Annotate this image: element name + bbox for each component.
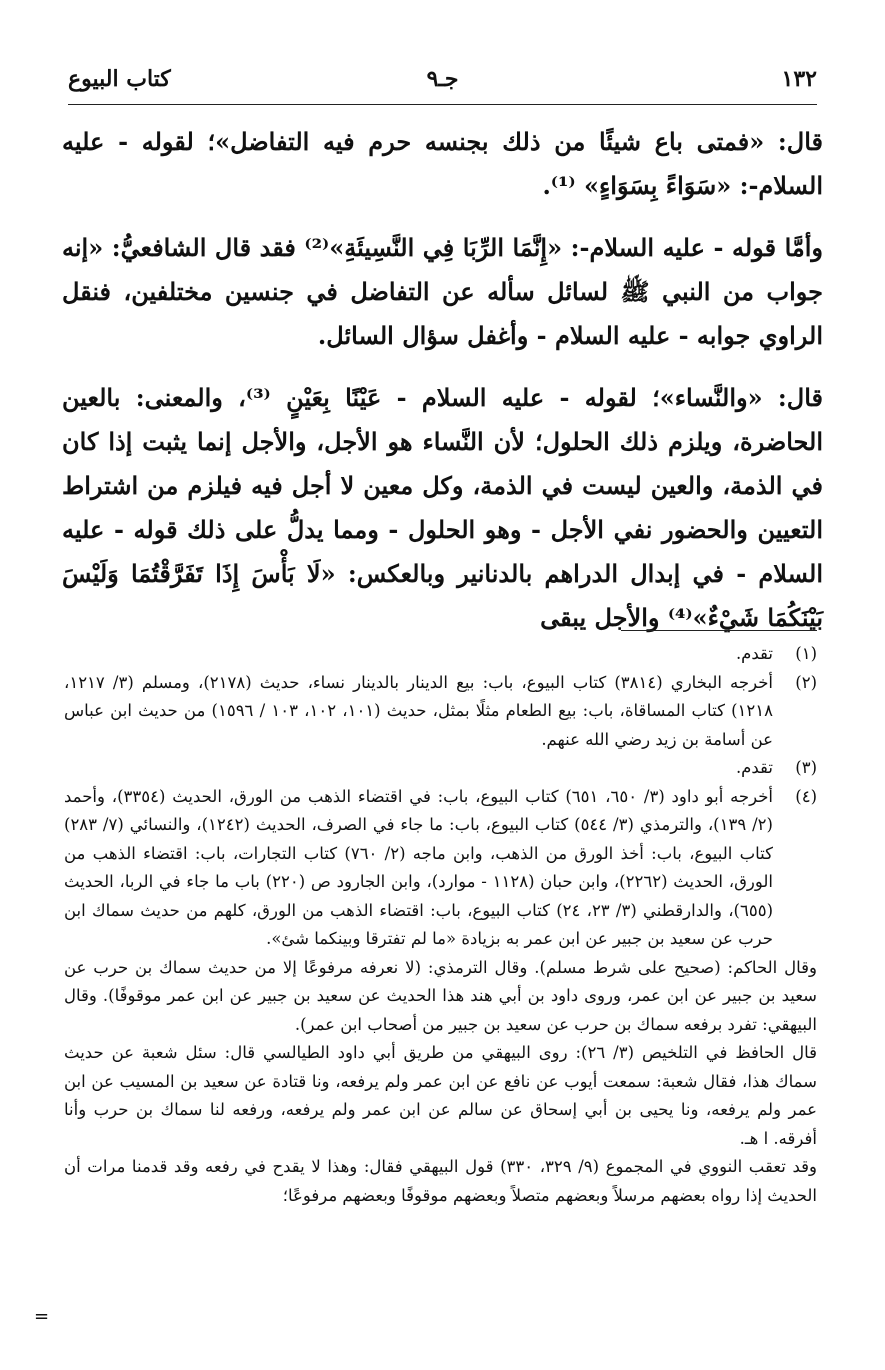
footnote-text: أخرجه أبو داود (٣/ ٦٥٠، ٦٥١) كتاب البيوع، باب: في اقتضاء الذهب من الورق، الحديث (٣٣٥٤)، وأحمد (٢/ ١٣٩)، والترمذي (٣/ ٥٤٤) كتاب البيوع، باب: ما جاء في الصرف، الحديث (١٢٤٢)، والنسائي (٧/ ٢٨٣) كتاب البيوع، باب: أخذ الورق من الذهب، وابن ماجه (٢/ ٧٦٠) كتاب التجارات، باب: اقتضاء الذهب من الورق، الحديث (٢٢٦٢)، وابن حبان (١١٢٨ - موارد)، وابن الجارود ص (٢٢٠) باب ما جاء في الربا، الحديث (٦٥٥)، والدارقطني (٣/ ٢٣، ٢٤) كتاب البيوع، باب: اقتضاء الذهب من الورق، كلهم من حديث سماك ابن حرب عن سعيد بن جبير عن ابن عمر به بزيادة «ما لم تفترقا وبينكما شئ». (64, 786, 774, 948)
footnote-text: أخرجه البخاري (٣٨١٤) كتاب البيوع، باب: بيع الدينار بالدينار نساء، حديث (٢١٧٨)، ومسلم (٣/ ١٢١٧، ١٢١٨) كتاب المساقاة، باب: بيع الطعام مثلًا بمثل، حديث (١٠١، ١٠٢، ١٠٣ / ١٥٩٦) من حديث ابن عباس عن أسامة بن زيد رضي الله عنهم. (64, 672, 773, 749)
footnote-number: (٣) (795, 758, 817, 777)
footnote-rule (621, 630, 817, 631)
footnote (64, 783, 817, 954)
page-number: ١٣٢ (781, 66, 817, 92)
footnote-number: (٢) (795, 672, 817, 692)
footnotes (64, 640, 817, 1210)
header-rule (68, 104, 817, 105)
footnote-continuation: قال الحافظ في التلخيص (٣/ ٢٦): روى البيهقي من طريق أبي داود الطيالسي قال: سئل شعبة عن حديث سماك هذا، فقال شعبة: سمعت أيوب عن نافع عن ابن عمر ولم يرفعه، ونا قتادة عن سعيد بن المسيب عن ابن عمر ولم يرفعه، ونا يحيى بن أبي إسحاق عن سالم عن ابن عمر ولم يرفعه، ورفعه لنا سماك بن حرب وأنا أفرقه. ا هـ. (64, 1043, 817, 1148)
footnote-continuation: وقال الحاكم: (صحيح على شرط مسلم). وقال الترمذي: (لا نعرفه مرفوعًا إلا من حديث سماك بن حرب عن سعيد بن جبير عن ابن عمر، وروى داود بن أبي هند هذا الحديث عن سعيد بن جبير عن ابن عمر موقوفًا). وقال البيهقي: تفرد برفعه سماك بن حرب عن سعيد بن جبير من أصحاب ابن عمر). (64, 957, 817, 1034)
footnote (64, 754, 817, 783)
footnote-text: تقدم. (735, 758, 773, 777)
body-paragraph: قال: «فمتى باع شيئًا من ذلك بجنسه حرم فيه التفاضل»؛ لقوله - عليه السلام-: «سَوَاءً بِسَوَاءٍ» ⁽¹⁾. (62, 127, 823, 200)
footnote-continuation: وقد تعقب النووي في المجموع (٩/ ٣٢٩، ٣٣٠) قول البيهقي فقال: وهذا لا يقدح في رفعه وقد قدمنا مرات أن الحديث إذا رواه بعضهم مرسلاً وبعضهم متصلاً وبعضهم موقوفًا وبعضهم مرفوعًا؛ (64, 1157, 817, 1205)
footnote (64, 640, 817, 669)
footnote-number: (٤) (795, 786, 817, 806)
book-title: كتاب البيوع (68, 66, 171, 92)
continuation-marker: = (34, 1306, 50, 1327)
main-text (62, 120, 823, 658)
running-header (68, 64, 817, 98)
body-paragraph: وأمَّا قوله - عليه السلام-: «إِنَّمَا الرِّبَا فِي النَّسِيئَةِ»⁽²⁾ فقد قال الشافعيُّ: «إنه جواب من النبي ﷺ لسائل سأله عن التفاضل في جنسين مختلفين، فنقل الراوي جوابه - عليه السلام - وأغفل سؤال السائل. (62, 233, 824, 350)
body-paragraph: قال: «والنَّساء»؛ لقوله - عليه السلام - عَيْنًا بِعَيْنٍ ⁽³⁾، والمعنى: بالعين الحاضرة، ويلزم ذلك الحلول؛ لأن النَّساء هو الأجل، والأجل إنما يثبت إذا كان في الذمة، والعين ليست في الذمة، وكل معين لا أجل فيه فيلزم من اشتراط التعيين والحضور نفي الأجل - وهو الحلول - ومما يدلُّ على ذلك قوله - عليه السلام - في إبدال الدراهم بالدنانير وبالعكس: «لَا بَأْسَ إِذَا تَفَرَّقْتُمَا وَلَيْسَ بَيْنَكُمَا شَيْءٌ»⁽⁴⁾ والأجل يبقى (62, 383, 823, 632)
footnote-text: تقدم. (735, 644, 773, 663)
volume-label: جـ٩ (426, 66, 459, 92)
footnote-number: (١) (795, 644, 817, 663)
footnote (64, 669, 817, 755)
